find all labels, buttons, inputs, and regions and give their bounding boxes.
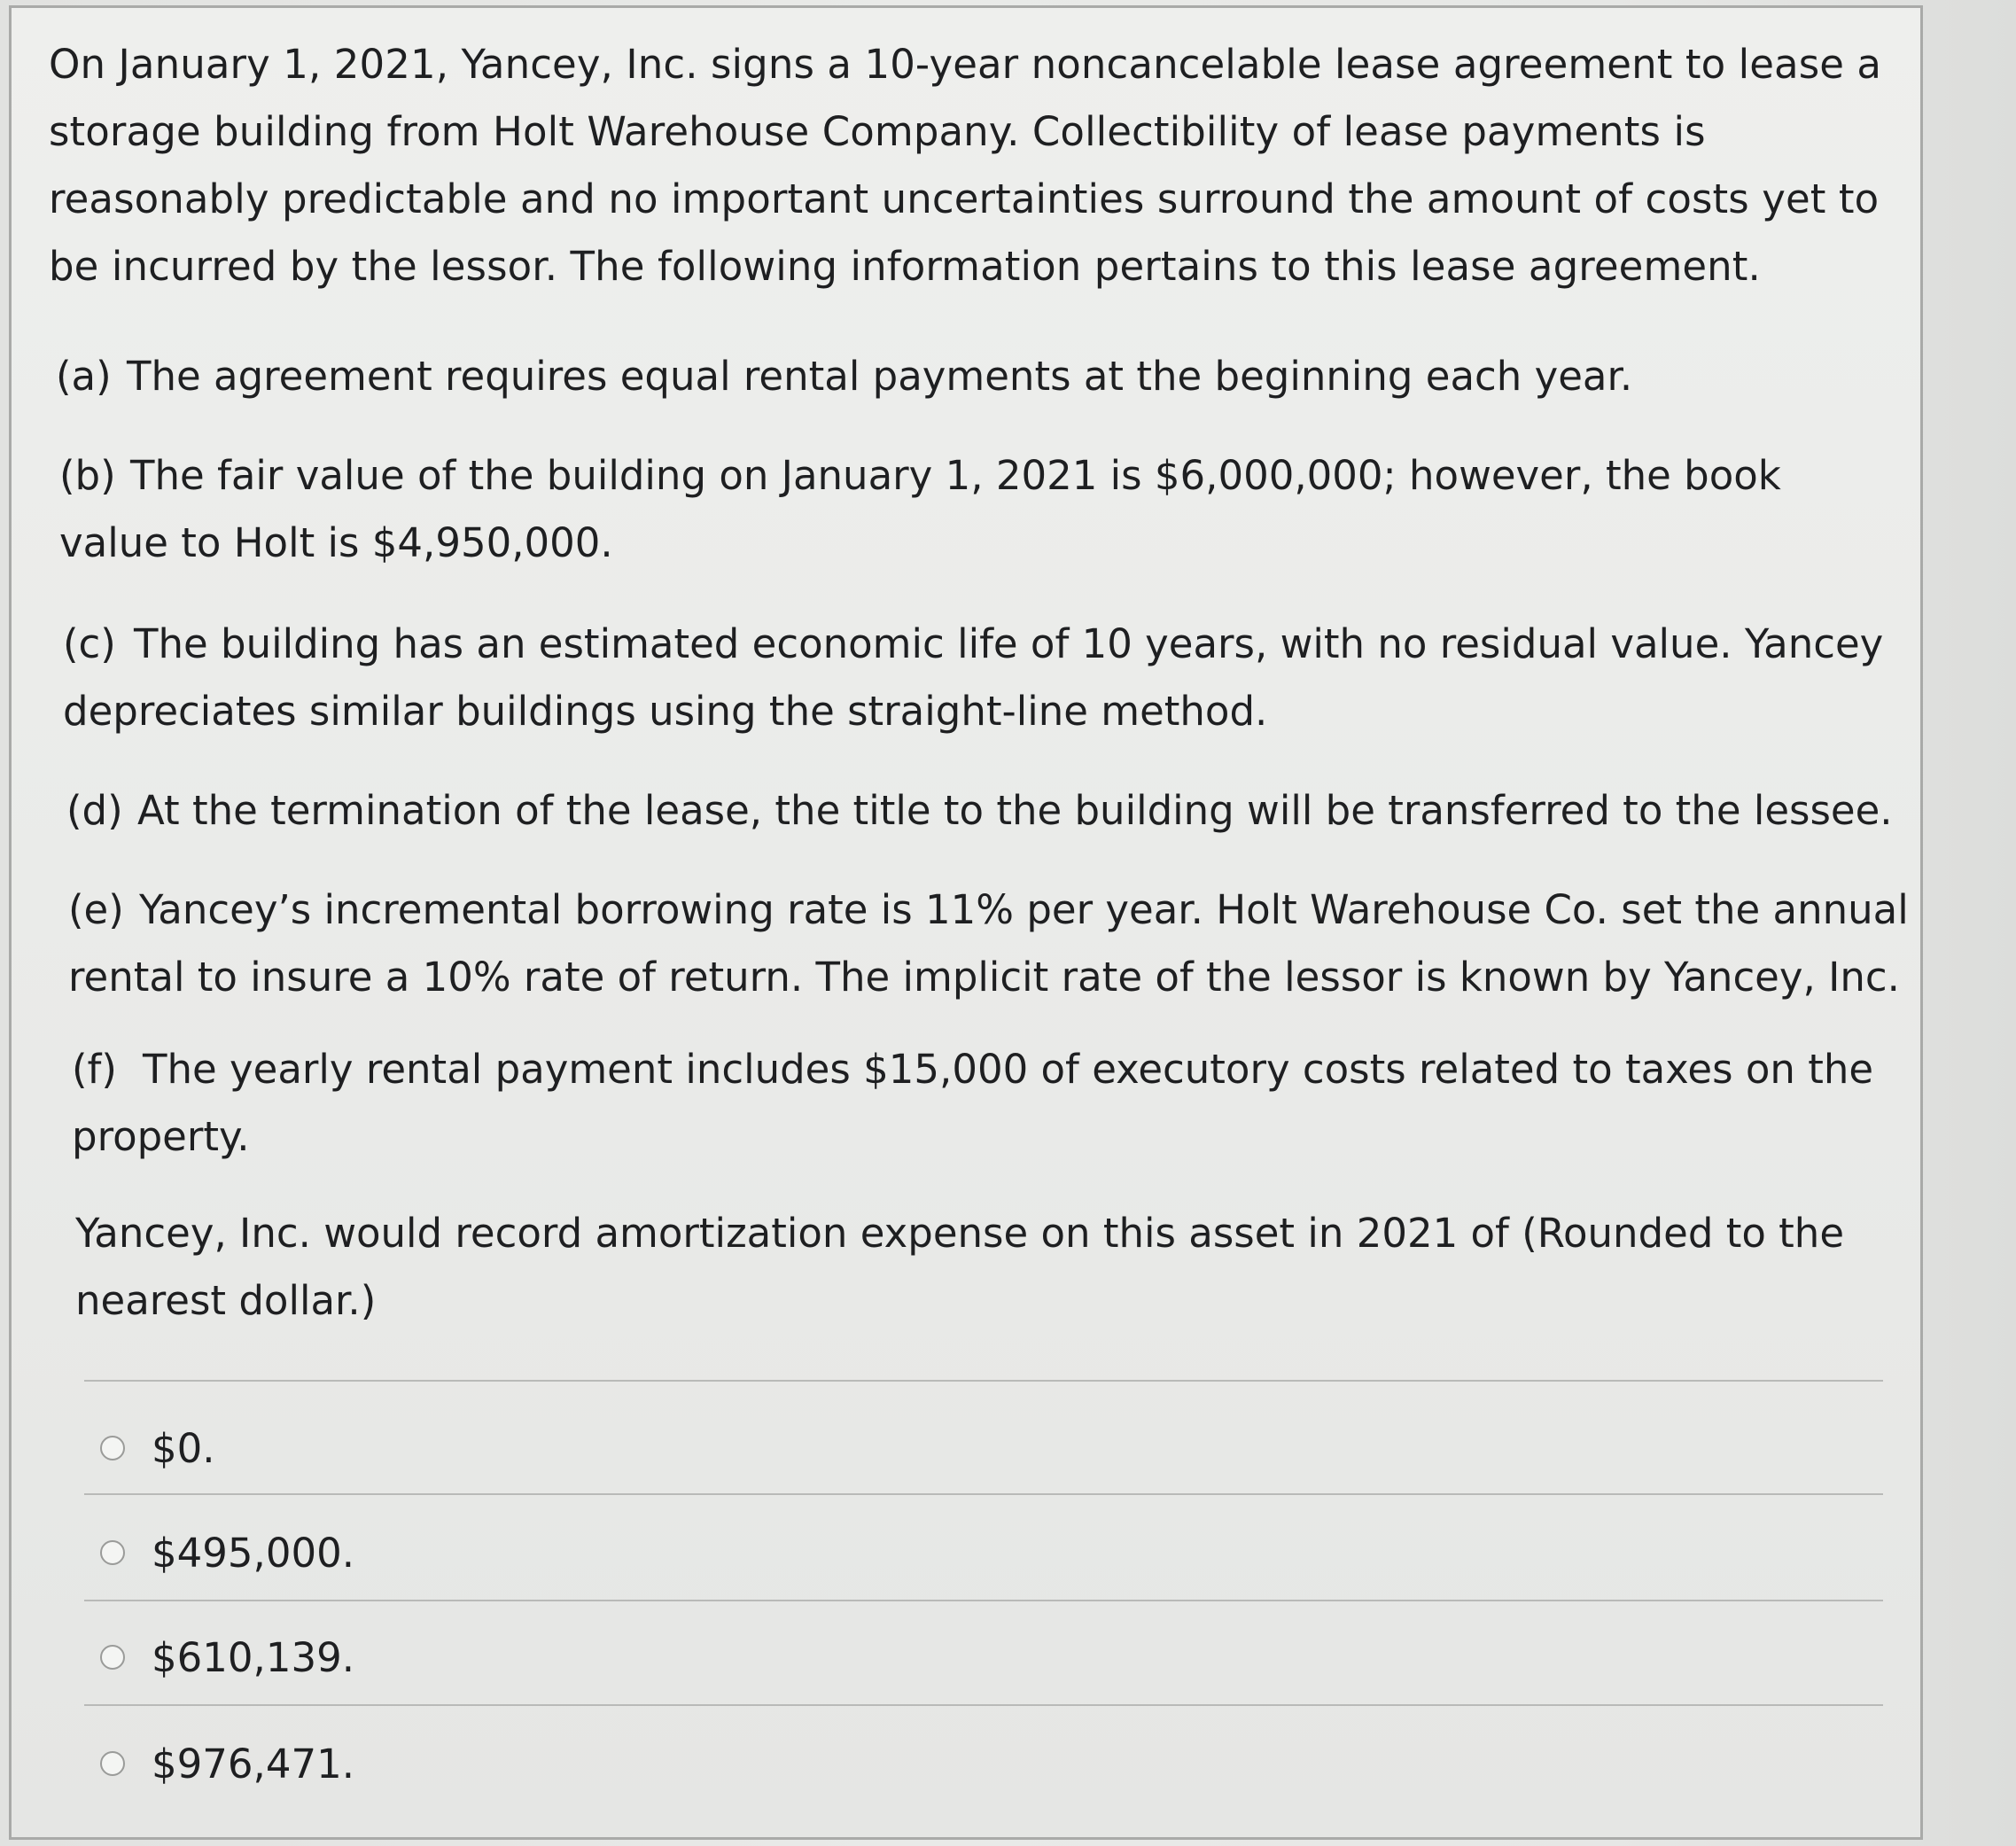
answer-choice[interactable] — [100, 1522, 354, 1584]
divider — [84, 1493, 1883, 1495]
item-label: (a) — [56, 353, 112, 400]
divider — [84, 1600, 1883, 1601]
radio-button[interactable] — [100, 1751, 125, 1776]
answer-choice[interactable] — [100, 1733, 354, 1795]
answer-choice[interactable] — [100, 1626, 354, 1688]
choice-label: $610,139. — [152, 1633, 355, 1681]
divider — [84, 1380, 1883, 1382]
item-label: (b) — [59, 452, 116, 499]
item-text: Yancey’s incremental borrowing rate is 11% per year. Holt Warehouse Co. set the annual rental to insure a 10% rate of return. The implicit rate of the lessor is known by Yancey, Inc. — [68, 886, 1909, 1001]
item-b — [59, 442, 1903, 577]
item-label: (f) — [72, 1046, 117, 1093]
radio-button[interactable] — [100, 1645, 125, 1670]
radio-button[interactable] — [100, 1540, 125, 1565]
item-e — [68, 876, 1911, 1011]
answer-choice[interactable] — [100, 1417, 215, 1479]
divider — [84, 1704, 1883, 1706]
item-text: The fair value of the building on January 1, 2021 is $6,000,000; however, the book value to Holt is $4,950,000. — [59, 452, 1781, 566]
choice-label: $976,471. — [152, 1740, 355, 1788]
choice-label: $0. — [152, 1424, 215, 1472]
radio-button[interactable] — [100, 1436, 125, 1460]
question-prompt: Yancey, Inc. would record amortization expense on this asset in 2021 of (Rounded to the nearest dollar.) — [75, 1210, 1845, 1324]
item-label: (e) — [68, 886, 124, 933]
item-d — [66, 777, 1910, 845]
item-label: (d) — [66, 787, 123, 834]
question-stem: On January 1, 2021, Yancey, Inc. signs a 10-year noncancelable lease agreement to lease a storage building from Holt Warehouse Company. Collectibility of lease payments is reasonably predictable and no important uncertainties surround the amount of costs yet to be incurred by the lessor. The following information pertains to this lease agreement. — [49, 41, 1882, 290]
item-a — [56, 343, 1899, 410]
item-label: (c) — [63, 620, 116, 667]
choice-label: $495,000. — [152, 1529, 355, 1577]
item-text: The yearly rental payment includes $15,000 of executory costs related to taxes on the property. — [72, 1046, 1874, 1160]
question-panel — [9, 5, 1923, 1840]
item-text: The building has an estimated economic life of 10 years, with no residual value. Yancey depreciates similar buildings using the straight-line method. — [63, 620, 1884, 735]
item-f — [72, 1036, 1915, 1171]
item-text: The agreement requires equal rental payments at the beginning each year. — [127, 353, 1633, 400]
item-text: At the termination of the lease, the title to the building will be transferred to the lessee. — [137, 787, 1893, 834]
item-c — [63, 611, 1906, 745]
